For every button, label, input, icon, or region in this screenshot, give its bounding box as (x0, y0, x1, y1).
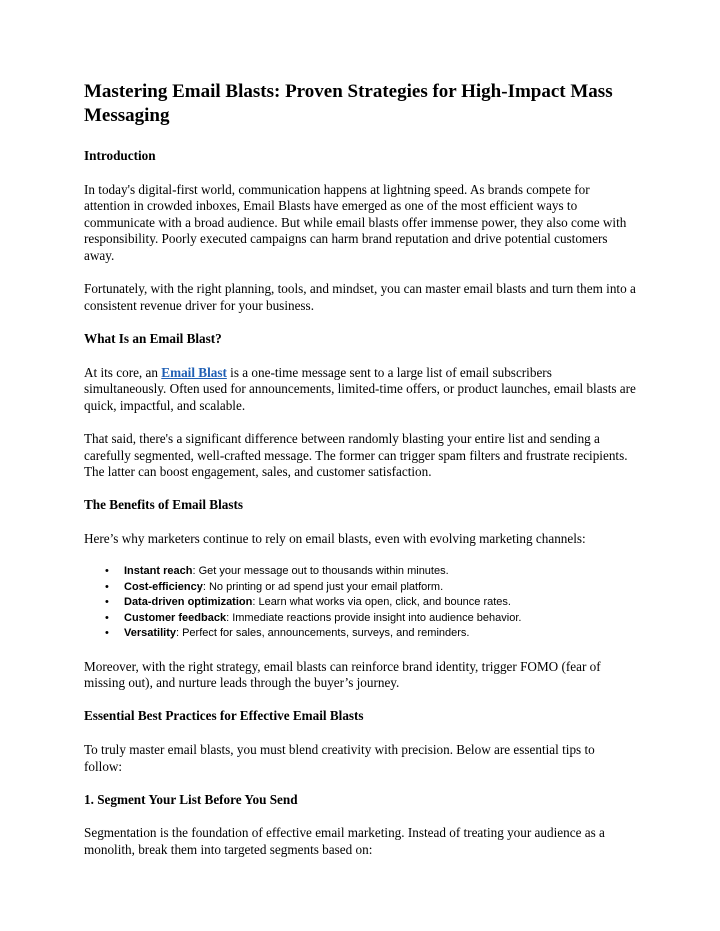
bullet-icon: • (105, 596, 109, 609)
email-blast-link[interactable]: Email Blast (161, 364, 227, 380)
list-item (105, 626, 636, 642)
bullet-icon: • (105, 627, 109, 640)
list-item-text: : Get your message out to thousands within minutes. (192, 565, 449, 578)
list-item-term: Versatility (124, 627, 176, 640)
page-title: Mastering Email Blasts: Proven Strategies for High-Impact Mass Messaging (84, 81, 613, 126)
list-item-text: : Immediate reactions provide insight into audience behavior. (226, 611, 522, 624)
list-item-term: Data-driven optimization (124, 596, 253, 609)
list-item-text: : Learn what works via open, click, and bounce rates. (252, 596, 511, 609)
section-heading-introduction: Introduction (84, 148, 156, 163)
list-item (105, 564, 636, 580)
section-heading-segment: 1. Segment Your List Before You Send (84, 791, 298, 807)
bullet-icon: • (105, 565, 109, 578)
benefits-intro: Here’s why marketers continue to rely on email blasts, even with evolving marketing channels: (84, 530, 586, 546)
list-item (105, 611, 636, 627)
section-heading-benefits: The Benefits of Email Blasts (84, 497, 243, 513)
bullet-icon: • (105, 611, 109, 624)
best-practices-intro: To truly master email blasts, you must blend creativity with precision. Below are essential tips to follow: (84, 742, 595, 774)
bullet-icon: • (105, 580, 109, 593)
list-item-term: Cost-efficiency (124, 580, 203, 593)
section-heading-best-practices: Essential Best Practices for Effective Email Blasts (84, 708, 364, 724)
list-item-term: Customer feedback (124, 611, 227, 624)
intro-paragraph-2: Fortunately, with the right planning, tools, and mindset, you can master email blasts and turn them into a consistent revenue driver for your business. (84, 281, 636, 313)
what-is-text-before: At its core, an (84, 364, 162, 380)
what-is-paragraph-1 (84, 365, 636, 415)
benefits-outro: Moreover, with the right strategy, email blasts can reinforce brand identity, trigger FOMO (fear of missing out), and nurture leads through the buyer’s journey. (84, 658, 601, 691)
list-item (105, 595, 636, 611)
list-item-text: : No printing or ad spend just your email platform. (202, 580, 444, 593)
benefits-list (84, 564, 636, 642)
section-heading-what-is: What Is an Email Blast? (84, 330, 222, 346)
list-item (105, 580, 636, 596)
what-is-text-after: is a one-time message sent to a large list of email subscribers simultaneously. Often used for announcements, limited-time offers, or product launches, email blasts are quick, impactful, and scalable. (84, 364, 636, 413)
list-item-term: Instant reach (124, 565, 193, 578)
segment-paragraph-1: Segmentation is the foundation of effective email marketing. Instead of treating your audience as a monolith, break them into targeted segments based on: (84, 825, 605, 857)
what-is-paragraph-2: That said, there's a significant difference between randomly blasting your entire list and sending a carefully segmented, well-crafted message. The former can trigger spam filters and frustrate recipients. The latter can boost engagement, sales, and customer satisfaction. (84, 430, 628, 480)
list-item-text: : Perfect for sales, announcements, surveys, and reminders. (175, 627, 470, 640)
intro-paragraph-1: In today's digital-first world, communication happens at lightning speed. As brands compete for attention in crowded inboxes, Email Blasts have emerged as one of the most efficient ways to communicate with a broad audience. But while email blasts offer immense power, they also come with responsibility. Poorly executed campaigns can harm brand reputation and drive potential customers away. (84, 181, 627, 263)
